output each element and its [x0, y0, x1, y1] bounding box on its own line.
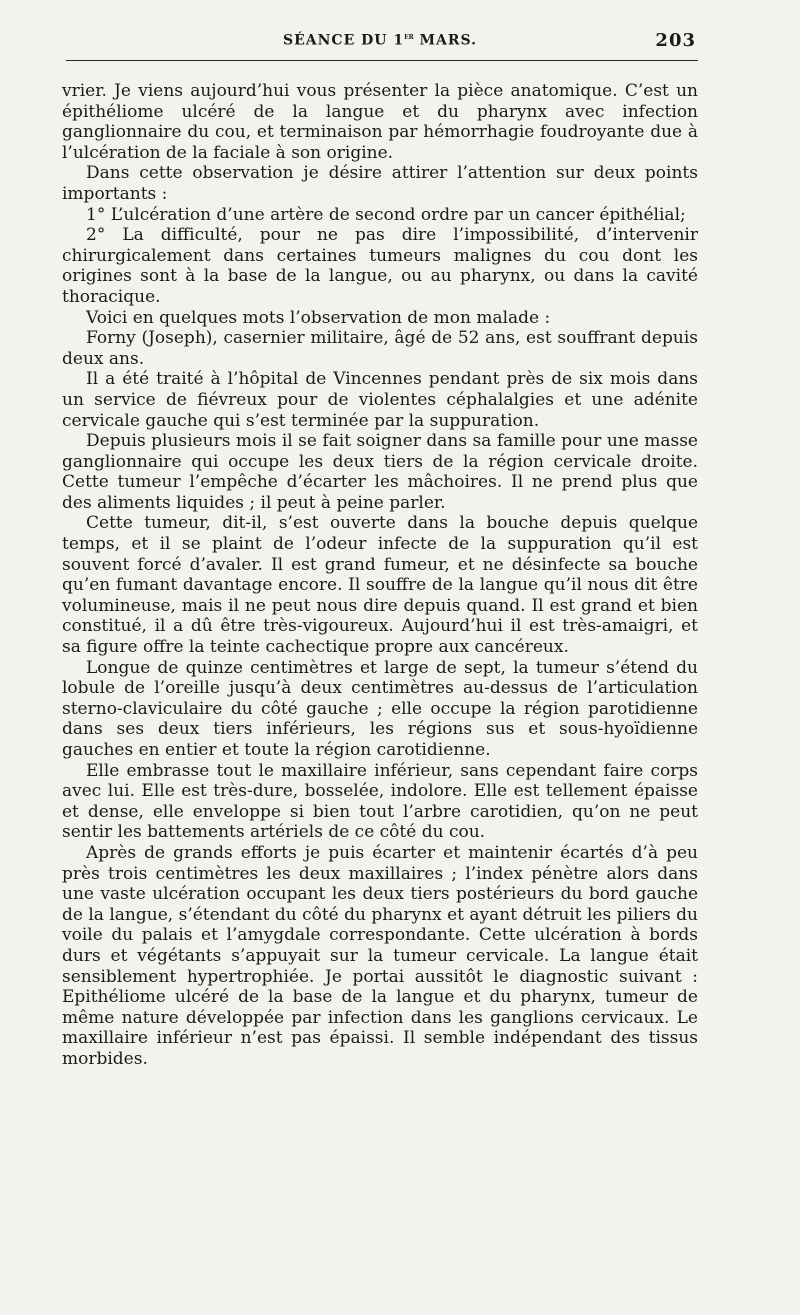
- paragraph: Elle embrasse tout le maxillaire inférieur, sans cependant faire corps avec lui. Elle est très-dure, bosselée, indolore. Elle est tellement épaisse et dense, elle enveloppe si bien tout l’arbre carotidien, qu’on ne peut sentir les battements artériels de ce côté du cou.: [62, 760, 698, 843]
- paragraph: Après de grands efforts je puis écarter et maintenir écartés d’à peu près trois centimètres les deux maxillaires ; l’index pénètre alors dans une vaste ulcération occupant les deux tiers postérieurs du bord gauche de la langue, s’étendant du côté du pharynx et ayant détruit les piliers du voile du palais et l’amygdale correspondante. Cette ulcération à bords durs et végétants s’appuyait sur la tumeur cervicale. La langue était sensiblement hypertrophiée. Je portai aussitôt le diagnostic suivant : Epithéliome ulcéré de la base de la langue et du pharynx, tumeur de même nature développée par infection dans les ganglions cervicaux. Le maxillaire inférieur n’est pas épaissi. Il semble indépendant des tissus morbides.: [62, 842, 698, 1069]
- header-title: SÉANCE DU 1er MARS.: [282, 32, 477, 49]
- paragraph: vrier. Je viens aujourd’hui vous présenter la pièce anatomique. C’est un épithéliome ulcéré de la langue et du pharynx avec infection ganglionnaire du cou, et terminaison par hémorrhagie foudroyante due à l’ulcération de la faciale à son origine.: [62, 81, 698, 163]
- body-text: [62, 81, 698, 1070]
- paragraph: Depuis plusieurs mois il se fait soigner dans sa famille pour une masse ganglionnaire qui occupe les deux tiers de la région cervicale droite. Cette tumeur l’empêche d’écarter les mâchoires. Il ne prend plus que des aliments liquides ; il peut à peine parler.: [62, 431, 698, 513]
- paragraph: Voici en quelques mots l’observation de mon malade :: [86, 307, 551, 328]
- page-number: 203: [655, 30, 696, 51]
- paragraph: Cette tumeur, dit-il, s’est ouverte dans la bouche depuis quelque temps, et il se plaint de l’odeur infecte de la suppuration qu’il est souvent forcé d’avaler. Il est grand fumeur, et ne désinfecte sa bouche qu’en fumant davantage encore. Il souffre de la langue qu’il nous dit être volumineuse, mais il ne peut nous dire depuis quand. Il est grand et bien constitué, il a dû être très-vigoureux. Aujourd’hui il est très-amaigri, et sa figure offre la teinte cachectique propre aux cancéreux.: [62, 513, 698, 658]
- page-content: [62, 28, 698, 1070]
- paragraph: Dans cette observation je désire attirer l’attention sur deux points importants :: [62, 163, 698, 204]
- paragraph: 1° L’ulcération d’une artère de second ordre par un cancer épithélial;: [86, 204, 686, 225]
- paragraph: Il a été traité à l’hôpital de Vincennes pendant près de six mois dans un service de fiévreux pour de violentes céphalalgies et une adénite cervicale gauche qui s’est terminée par la suppuration.: [62, 369, 698, 431]
- paragraph: Longue de quinze centimètres et large de sept, la tumeur s’étend du lobule de l’oreille jusqu’à deux centimètres au-dessus de l’articulation sterno-claviculaire du côté gauche ; elle occupe la région parotidienne dans ses deux tiers inférieurs, les régions sus et sous-hyoïdienne gauches en entier et toute la région carotidienne.: [62, 657, 698, 760]
- paragraph: Forny (Joseph), casernier militaire, âgé de 52 ans, est souffrant depuis deux ans.: [62, 328, 698, 369]
- header-title-superscript: er: [404, 32, 414, 42]
- paragraph: 2° La difficulté, pour ne pas dire l’impossibilité, d’intervenir chirurgicalement dans certaines tumeurs malignes du cou dont les origines sont à la base de la langue, ou au pharynx, ou dans la cavité thoracique.: [62, 225, 698, 307]
- running-header: [62, 28, 698, 54]
- header-rule: [66, 60, 698, 61]
